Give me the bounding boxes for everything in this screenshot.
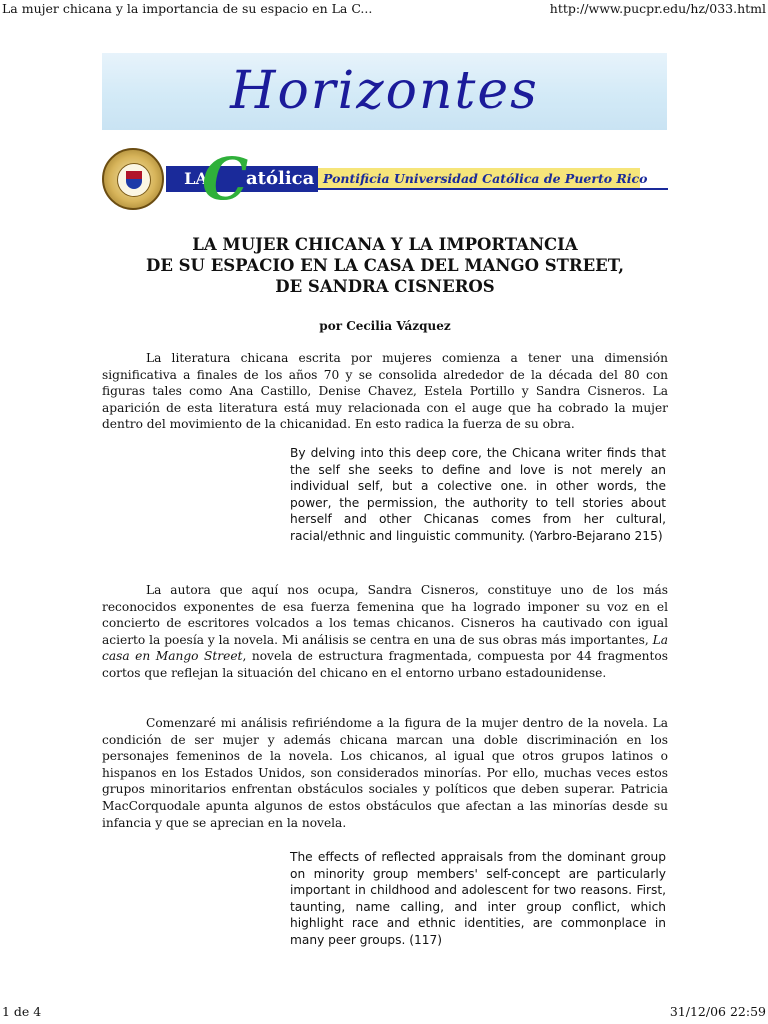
university-name: Pontificia Universidad Católica de Puerto Rico xyxy=(318,168,640,190)
banner-title: Horizontes xyxy=(230,61,539,121)
block-quote-2: The effects of reflected appraisals from the dominant group on minority group members' self-concept are particularly important in childhood and adolescent for two reasons. First, taunting, name calling, and inter group conflict, which highlight race and ethnic identities, are commonplace in many peer groups. (117) xyxy=(290,850,666,947)
paragraph-3: Comenzaré mi análisis refiriéndome a la figura de la mujer dentro de la novela. La condición de ser mujer y además chicana marcan una doble discriminación en los personajes femeninos de la novela. Los chicanos, al igual que otros grupos latinos o hispanos en los Estados Unidos, son considerados minorías. Por ello, muchas veces estos grupos minoritarios enfrentan obstáculos sociales y políticos que deben superar. Patricia MacCorquodale apunta algunos de estos obstáculos que afectan a las minorías desde su infancia y que se aprecian en la novela. xyxy=(102,716,668,830)
print-timestamp: 31/12/06 22:59 xyxy=(669,1004,766,1019)
print-footer xyxy=(0,1003,768,1021)
paragraph-2-part-a: La autora que aquí nos ocupa, Sandra Cisneros, constituye uno de los más reconocidos exponentes de esa fuerza femenina que ha logrado imponer su voz en el concierto de escritores volcados a los temas chicanos. Cisneros ha cautivado con igual acierto la poesía y la novela. Mi análisis se centra en una de sus obras más importantes, xyxy=(102,583,668,647)
block-quote-1: By delving into this deep core, the Chicana writer finds that the self she seeks to define and love is not merely an individual self, but a colective one. in other words, the power, the permission, the authority to tell stories about herself and other Chicanas comes from her cultural, racial/ethnic and linguistic community. (Yarbro-Bejarano 215) xyxy=(290,446,666,543)
seal-center xyxy=(117,163,151,197)
paragraph-2-part-b: , novela de estructura fragmentada, compuesta por 44 fragmentos cortos que reflejan la situación del chicano en el entorno urbano estadounidense. xyxy=(102,649,668,680)
paragraph-2 xyxy=(102,582,668,682)
university-seal-icon xyxy=(102,148,164,210)
paragraph-1: La literatura chicana escrita por mujeres comienza a tener una dimensión significativa a finales de los años 70 y se consolida alrededor de la década del 80 con figuras tales como Ana Castillo, Denise Chavez, Estela Portillo y Sandra Cisneros. La aparición de esta literatura está muy relacionada con el auge que ha cobrado la mujer dentro del movimiento de la chicanidad. En esto radica la fuerza de su obra. xyxy=(102,351,668,432)
university-logo-bar xyxy=(102,145,668,213)
title-line-3: DE SANDRA CISNEROS xyxy=(275,277,495,296)
page-count: 1 de 4 xyxy=(2,1004,42,1019)
print-header xyxy=(0,0,768,18)
title-line-2: DE SU ESPACIO EN LA CASA DEL MANGO STREET, xyxy=(146,256,624,275)
logo-underline xyxy=(640,188,668,190)
shield-icon xyxy=(126,171,142,189)
print-page-title: La mujer chicana y la importancia de su espacio en La C... xyxy=(2,1,373,16)
title-line-1: LA MUJER CHICANA Y LA IMPORTANCIA xyxy=(192,235,578,254)
book-title-italic: La casa en Mango Street xyxy=(102,632,668,664)
horizontes-banner xyxy=(102,53,667,130)
print-url: http://www.pucpr.edu/hz/033.html xyxy=(549,1,766,16)
author-byline: por Cecilia Vázquez xyxy=(319,319,451,333)
logo-la: LA xyxy=(166,166,226,192)
logo-c-letter: C xyxy=(202,145,249,213)
article-title xyxy=(102,234,668,297)
logo-catolica-text: atólica xyxy=(246,168,315,189)
